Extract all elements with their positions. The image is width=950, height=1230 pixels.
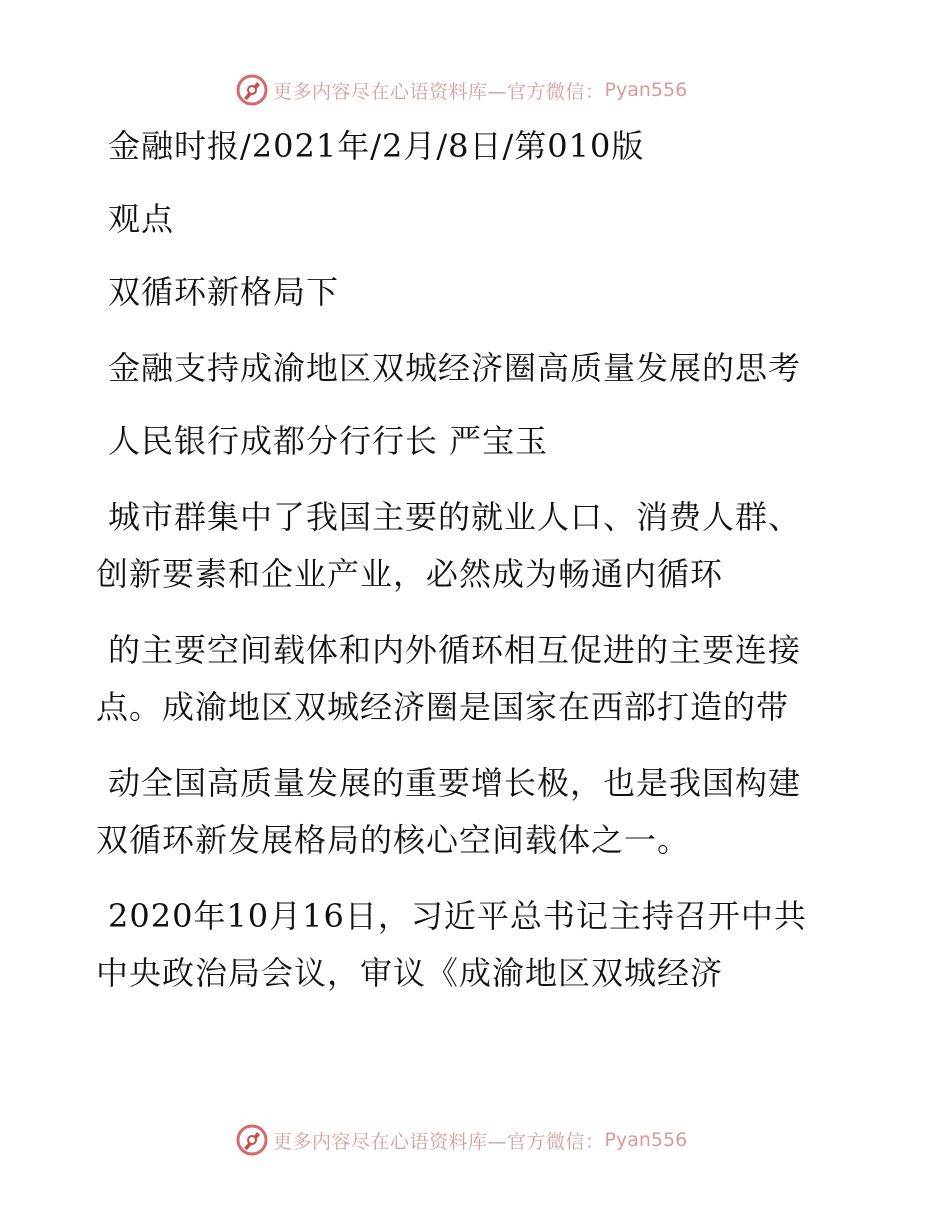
author-line: 人民银行成都分行行长 严宝玉 <box>108 422 549 460</box>
body-line: 中央政治局会议，审议《成渝地区双城经济 <box>96 954 724 992</box>
brand-logo-icon <box>235 1123 269 1157</box>
body-line: 的主要空间载体和内外循环相互促进的主要连接 <box>108 631 802 669</box>
body-line: 创新要素和企业产业，必然成为畅通内循环 <box>96 555 724 593</box>
watermark-text: 更多内容尽在心语资料库—官方微信： <box>273 1130 605 1153</box>
header-watermark <box>235 73 687 107</box>
source-line: 金融时报/2021年/2月/8日/第010版 <box>108 127 645 165</box>
watermark-text: 更多内容尽在心语资料库—官方微信： <box>273 80 605 103</box>
title-line-2: 金融支持成渝地区双城经济圈高质量发展的思考 <box>108 349 802 387</box>
body-line: 2020年10月16日，习近平总书记主持召开中共 <box>108 897 807 935</box>
title-line-1: 双循环新格局下 <box>108 273 340 311</box>
section-label: 观点 <box>108 200 175 238</box>
footer-watermark <box>235 1123 687 1157</box>
watermark-handle: Pyan556 <box>604 79 688 101</box>
body-line: 城市群集中了我国主要的就业人口、消费人群、 <box>108 498 802 536</box>
body-line: 双循环新发展格局的核心空间载体之一。 <box>96 821 691 859</box>
watermark-handle: Pyan556 <box>604 1129 688 1151</box>
body-line: 点。成渝地区双城经济圈是国家在西部打造的带 <box>96 688 790 726</box>
brand-logo-icon <box>235 73 269 107</box>
body-line: 动全国高质量发展的重要增长极，也是我国构建 <box>108 764 802 802</box>
